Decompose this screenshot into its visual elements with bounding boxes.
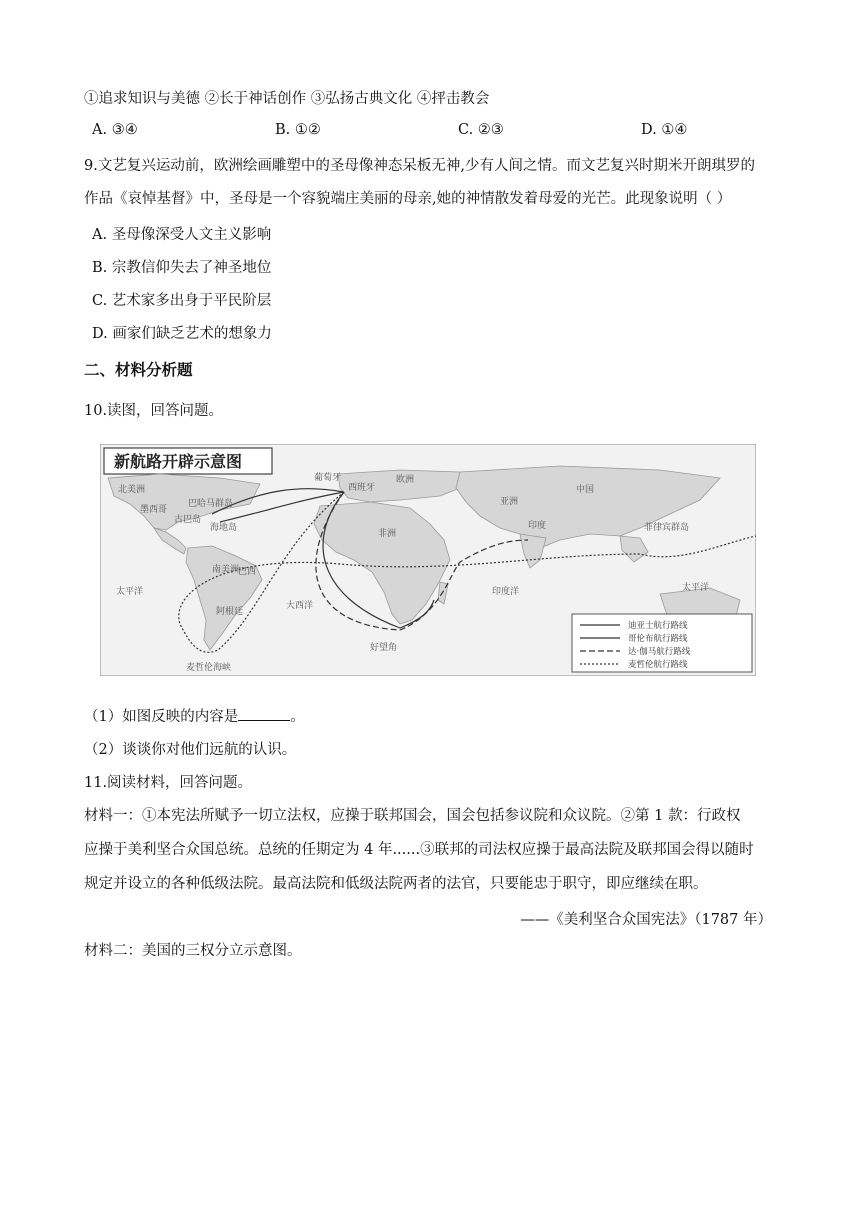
label-cape-of-good-hope: 好望角 — [370, 643, 398, 653]
q10-sub1-end: 。 — [290, 709, 305, 725]
label-pacific-west: 太平洋 — [116, 587, 144, 597]
label-south-america: 南美洲 — [212, 565, 240, 575]
q9-option-a[interactable]: A. 圣母像深受人文主义影响 — [92, 227, 272, 243]
label-argentina: 阿根廷 — [216, 607, 244, 617]
q10-sub1 — [84, 706, 305, 727]
legend-dias: 迪亚士航行路线 — [628, 621, 688, 631]
label-bahamas: 巴哈马群岛 — [188, 499, 234, 509]
q10-sub2: （2）谈谈你对他们远航的认识。 — [84, 742, 297, 758]
label-strait-of-magellan: 麦哲伦海峡 — [186, 663, 232, 673]
q8-option-b[interactable]: B. ①② — [275, 122, 321, 138]
q10-stem: 10.读图，回答问题。 — [84, 403, 224, 419]
map-legend — [572, 614, 752, 672]
legend-magellan: 麦哲伦航行路线 — [628, 660, 688, 670]
label-mexico: 墨西哥 — [140, 505, 168, 515]
label-europe: 欧洲 — [396, 475, 415, 485]
q8-option-c[interactable]: C. ②③ — [458, 122, 504, 138]
q11-material1-line1: 材料一：①本宪法所赋予一切立法权，应操于联邦国会，国会包括参议院和众议院。②第 1 款：行政权 — [84, 808, 741, 824]
q11-material1-line2: 应操于美利坚合众国总统。总统的任期定为 4 年......③联邦的司法权应操于最高法院及联邦国会得以随时 — [84, 842, 754, 858]
legend-columbus: 哥伦布航行路线 — [628, 634, 688, 644]
label-pacific-east: 太平洋 — [682, 583, 710, 593]
q8-option-a[interactable]: A. ③④ — [92, 122, 138, 138]
answer-blank[interactable] — [238, 706, 290, 721]
legend-gama: 达·伽马航行路线 — [628, 647, 691, 657]
q11-material2: 材料二：美国的三权分立示意图。 — [84, 943, 302, 959]
new-sea-routes-map — [100, 444, 756, 676]
q11-stem: 11.阅读材料，回答问题。 — [84, 775, 253, 791]
q11-material1-line3: 规定并设立的各种低级法院。最高法院和低级法院两者的法官，只要能忠于职守，即应继续在职。 — [84, 876, 708, 892]
map-title: 新航路开辟示意图 — [114, 452, 243, 471]
q10-sub1-text: （1）如图反映的内容是 — [84, 709, 239, 725]
label-north-america: 北美洲 — [118, 485, 146, 495]
label-spain: 西班牙 — [348, 483, 376, 493]
q8-option-d[interactable]: D. ①④ — [641, 122, 688, 138]
label-atlantic: 大西洋 — [286, 601, 314, 611]
label-india: 印度 — [528, 521, 547, 531]
q9-option-c[interactable]: C. 艺术家多出身于平民阶层 — [92, 293, 272, 309]
label-portugal: 葡萄牙 — [314, 473, 342, 483]
q9-option-d[interactable]: D. 画家们缺乏艺术的想象力 — [92, 326, 272, 342]
q8-options — [92, 122, 792, 142]
label-haiti: 海地岛 — [210, 523, 238, 533]
section-title: 二、材料分析题 — [84, 361, 193, 379]
q9-option-b[interactable]: B. 宗教信仰失去了神圣地位 — [92, 260, 272, 276]
label-philippines: 菲律宾群岛 — [644, 523, 690, 533]
q9-stem-line1: 9.文艺复兴运动前，欧洲绘画雕塑中的圣母像神态呆板无神,少有人间之情。而文艺复兴时期米开朗琪罗的 — [84, 158, 755, 174]
label-brazil: 巴西 — [238, 567, 257, 577]
q9-stem-line2: 作品《哀悼基督》中，圣母是一个容貌端庄美丽的母亲,她的神情散发着母爱的光芒。此现象说明（ ） — [84, 191, 732, 207]
q11-source: ——《美利坚合众国宪法》（1787 年） — [520, 912, 772, 928]
label-indian-ocean: 印度洋 — [492, 587, 520, 597]
label-africa: 非洲 — [378, 529, 397, 539]
label-cuba: 古巴岛 — [174, 515, 202, 525]
q8-statements: ①追求知识与美德 ②长于神话创作 ③弘扬古典文化 ④抨击教会 — [84, 91, 490, 107]
label-china: 中国 — [576, 485, 595, 495]
label-asia: 亚洲 — [500, 497, 519, 507]
